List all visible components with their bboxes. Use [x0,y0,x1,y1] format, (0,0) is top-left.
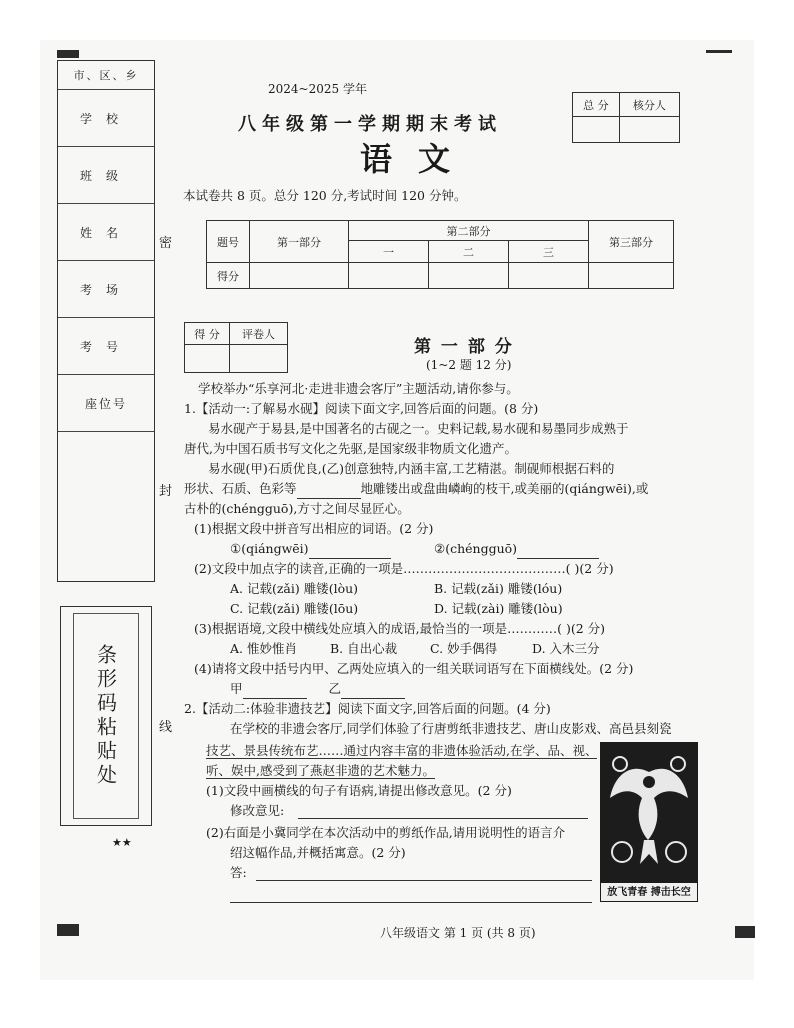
question-2-heading: 2.【活动二:体验非遗技艺】阅读下面文字,回答后面的问题。(4 分) [184,701,551,716]
idiom-blank[interactable] [297,480,361,499]
conjunction-answers: 甲 乙 [230,680,405,699]
field-seat-number: 座位号 [58,375,154,432]
sub-question-2-2-line-2: 绍这幅作品,并概括寓意。(2 分) [230,845,406,860]
option-1-3-d[interactable]: D. 入木三分 [532,641,600,656]
pinyin-answer-1: ①(qiángwēi) [230,540,391,559]
passage-1-line-4: 形状、石质、色彩等 地雕镂出或盘曲嶙峋的枝干,或美丽的(qiángwēi),或 [184,480,648,499]
registration-mark-top-left [57,50,79,58]
part-one-subtitle: (1~2 题 12 分) [426,358,512,372]
col-part-three: 第三部分 [589,221,674,263]
seal-char-feng: 封 [159,484,173,499]
answer-line-2[interactable] [230,902,592,903]
registration-mark-bottom-right [735,926,755,938]
row-score-label: 得分 [207,263,250,289]
passage-1-line-2: 唐代,为中国石质书写文化之先驱,是国家级非物质文化遗产。 [184,441,517,456]
field-exam-room: 考场 [58,261,154,318]
seal-char-mi: 密 [159,236,173,251]
seal-char-xian: 线 [159,720,173,735]
revision-label: 修改意见: [230,803,285,818]
revision-answer-line[interactable] [298,818,588,819]
option-1-2-d[interactable]: D. 记载(zài) 雕镂(lòu) [434,601,563,616]
answer-line-1[interactable] [256,880,592,881]
registration-mark-top-right [706,50,732,53]
sub-question-2-2-line-1: (2)右面是小冀同学在本次活动中的剪纸作品,请用说明性的语言介 [206,825,566,840]
answer-label: 答: [230,865,247,880]
option-1-3-b[interactable]: B. 自出心裁 [330,641,398,656]
checker-cell [619,117,679,143]
stars: ★★ [112,836,132,849]
option-1-2-b[interactable]: B. 记载(zǎi) 雕镂(lóu) [434,581,563,596]
total-score-label: 总 分 [573,93,620,117]
field-class: 班级 [58,147,154,204]
passage-2-line-1: 在学校的非遗会客厅,同学们体验了行唐剪纸非遗技艺、唐山皮影戏、高邑县刻瓷 [230,721,672,736]
page-footer: 八年级语文 第 1 页 (共 8 页) [380,926,536,940]
barcode-area [60,606,152,826]
passage-2-line-2: 技艺、景县传统布艺……通过内容丰富的非遗体验活动,在学、品、视、 [206,743,598,758]
pinyin-answer-2-blank[interactable] [517,540,599,559]
option-1-2-c[interactable]: C. 记载(zǎi) 雕镂(lōu) [230,601,359,616]
sub-question-1-3: (3)根据语境,文段中横线处应填入的成语,最恰当的一项是…………( )(2 分) [194,621,606,636]
passage-1-line-5: 古朴的(chéngguō),方寸之间尽显匠心。 [184,501,410,516]
col-question-number: 题号 [207,221,250,263]
subject-title: 语文 [360,140,477,178]
col-part-two-1: 一 [349,241,429,263]
sub-question-1-2: (2)文段中加点字的读音,正确的一项是…………………………………( )(2 分) [194,561,614,576]
option-1-3-c[interactable]: C. 妙手偶得 [430,641,498,656]
pinyin-answer-1-blank[interactable] [309,540,391,559]
papercut-artwork [600,742,698,902]
passage-1-line-3: 易水砚(甲)石质优良,(乙)创意独特,内涵丰富,工艺精湛。制砚师根据石料的 [208,461,615,476]
col-part-two: 第二部分 [349,221,589,241]
pinyin-answer-2: ②(chéngguō) [434,540,599,559]
col-part-two-2: 二 [429,241,509,263]
activity-intro: 学校举办“乐享河北·走进非遗会客厅”主题活动,请你参与。 [198,381,519,396]
field-school: 学校 [58,90,154,147]
sub-question-2-1: (1)文段中画横线的句子有语病,请提出修改意见。(2 分) [206,783,512,798]
grader-box [184,322,288,373]
checker-label: 核分人 [619,93,679,117]
papercut-caption: 放飞青春 搏击长空 [600,882,698,902]
field-name: 姓名 [58,204,154,261]
question-1-heading: 1.【活动一:了解易水砚】阅读下面文字,回答后面的问题。(8 分) [184,401,539,416]
barcode-label: 条形码粘贴处 [93,644,118,788]
eagle-papercut-icon [600,742,698,882]
field-region: 市、区、乡 [58,61,154,90]
exam-title: 八年级第一学期期末考试 [238,114,502,135]
field-exam-number: 考号 [58,318,154,375]
sub-question-1-4: (4)请将文段中括号内甲、乙两处应填入的一组关联词语写在下面横线处。(2 分) [194,661,634,676]
exam-intro: 本试卷共 8 页。总分 120 分,考试时间 120 分钟。 [183,188,467,203]
passage-1-line-1: 易水砚产于易县,是中国著名的古砚之一。史料记载,易水砚和易墨同步成熟于 [208,421,629,436]
student-info-box [57,60,155,582]
col-part-one: 第一部分 [250,221,349,263]
part-one-title: 第 一 部 分 [414,337,514,357]
conjunction-yi-blank[interactable] [341,680,405,699]
option-1-2-a[interactable]: A. 记载(zǎi) 雕镂(lòu) [230,581,359,596]
score-table [206,220,674,289]
option-1-3-a[interactable]: A. 惟妙惟肖 [230,641,297,656]
school-year: 2024~2025 学年 [268,82,367,96]
total-score-cell [573,117,620,143]
sub-question-1-1: (1)根据文段中拼音写出相应的词语。(2 分) [194,521,434,536]
registration-mark-bottom-left [57,924,79,936]
conjunction-jia-blank[interactable] [243,680,307,699]
passage-2-line-3: 听、娱中,感受到了燕赵非遗的艺术魅力。 [206,763,435,778]
total-score-box [572,92,680,143]
grader-label: 评卷人 [230,323,288,345]
col-part-two-3: 三 [509,241,589,263]
grader-score-label: 得 分 [185,323,230,345]
